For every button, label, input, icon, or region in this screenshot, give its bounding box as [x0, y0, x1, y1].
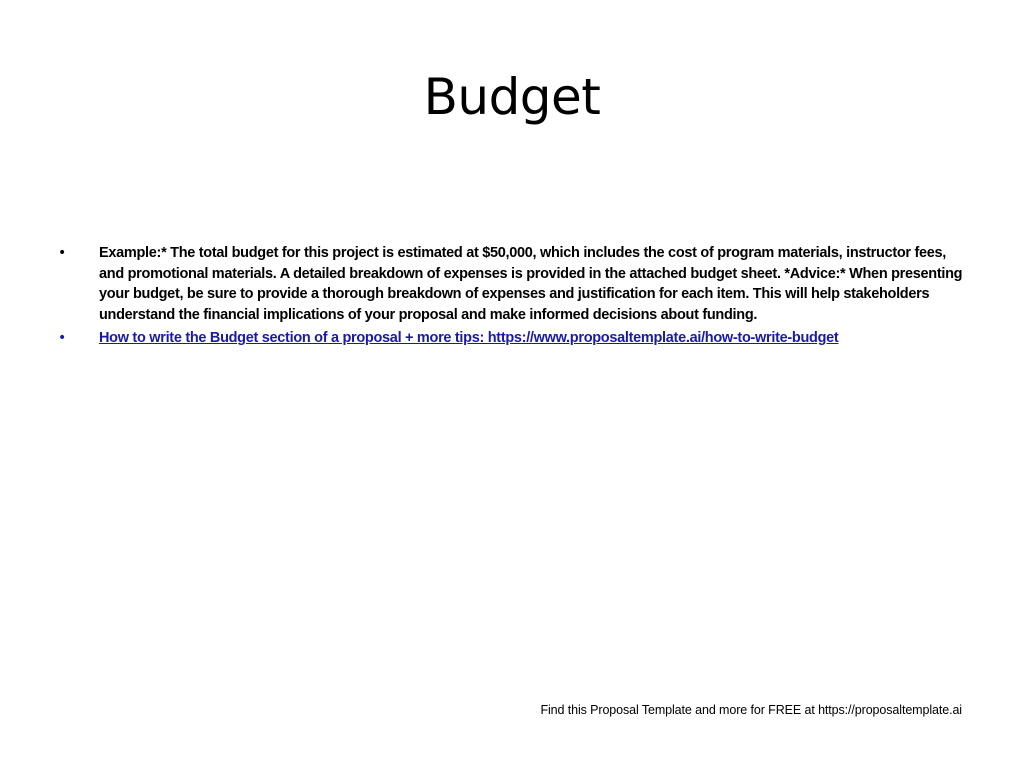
slide-title: Budget — [423, 68, 601, 126]
bullet-marker: • — [58, 245, 67, 261]
bullet-list — [0, 243, 1024, 352]
bullet-text-link — [99, 328, 969, 349]
bullet-item-link — [0, 328, 1024, 349]
footer-note: Find this Proposal Template and more for FREE at https://proposaltemplate.ai — [540, 703, 962, 717]
budget-guide-link[interactable]: How to write the Budget section of a proposal + more tips: https://www.proposaltemplate.ai/how-to-write-budget — [99, 330, 839, 346]
bullet-item-example — [0, 243, 1024, 325]
bullet-text-example: Example:* The total budget for this project is estimated at $50,000, which includes the cost of program materials, instructor fees, and promotional materials. A detailed breakdown of expenses is provided in the attached budget sheet. *Advice:* When presenting your budget, be sure to provide a thorough breakdown of expenses and justification for each item. This will help stakeholders understand the financial implications of your proposal and make informed decisions about funding. — [99, 245, 963, 323]
bullet-marker: • — [58, 330, 67, 346]
